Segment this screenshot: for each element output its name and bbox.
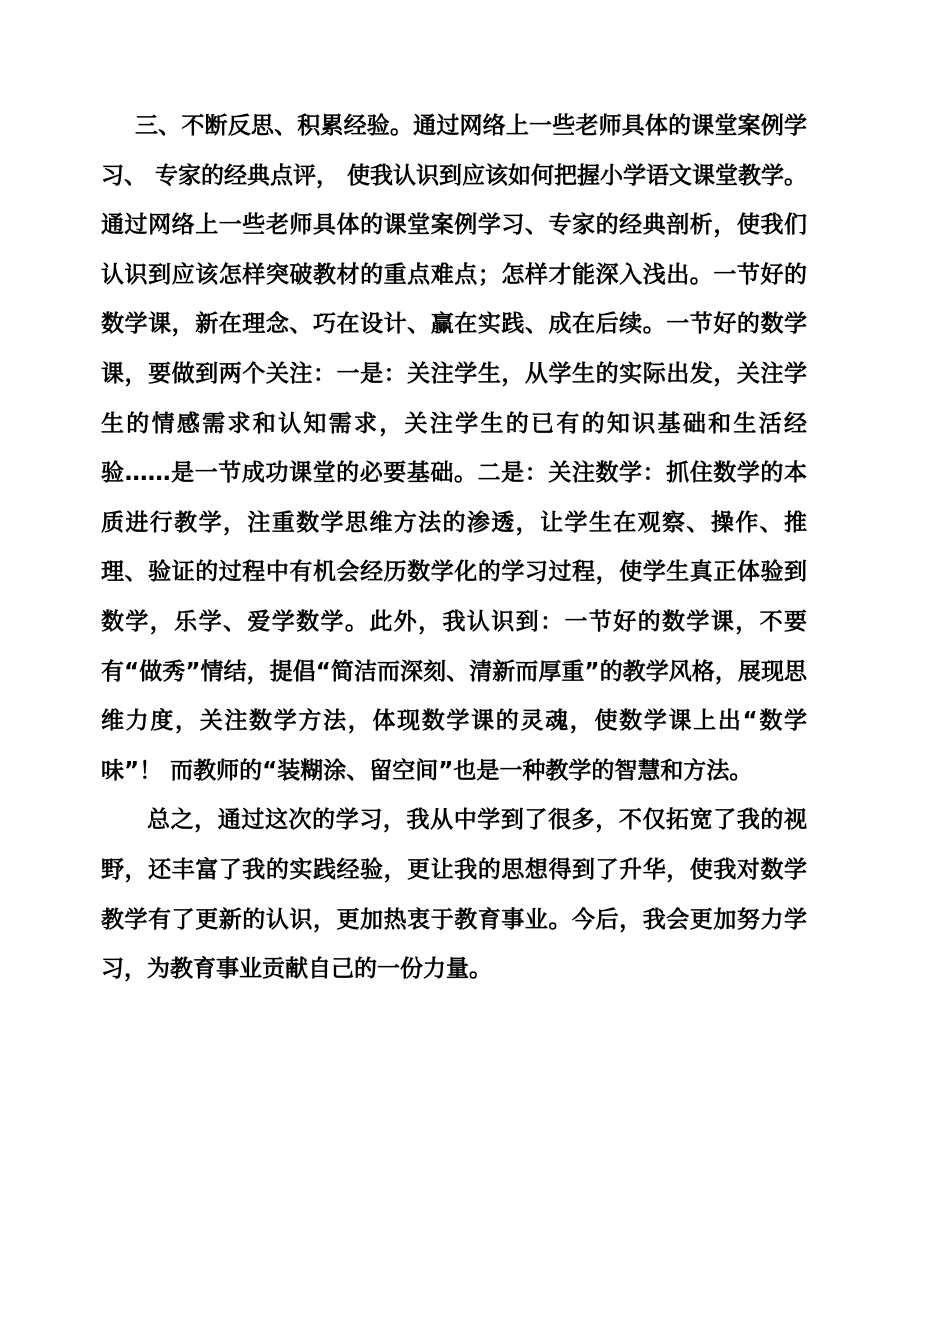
document-body	[101, 102, 807, 995]
paragraph-summary: 总之，通过这次的学习，我从中学到了很多，不仅拓宽了我的视野，还丰富了我的实践经验，更让我的思想得到了升华，使我对数学教学有了更新的认识，更加热衷于教育事业。今后，我会更加努力学习，为教育事业贡献自己的一份力量。	[101, 807, 807, 983]
paragraph-reflection: 三、不断反思、积累经验。通过网络上一些老师具体的课堂案例学习、 专家的经典点评， 使我认识到应该如何把握小学语文课堂教学。通过网络上一些老师具体的课堂案例学习、专家的经典剖析，使我们认识到应该怎样突破教材的重点难点；怎样才能深入浅出。一节好的数学课，新在理念、巧在设计、赢在实践、成在后续。一节好的数学课，要做到两个关注：一是：关注学生，从学生的实际出发，关注学生的情感需求和认知需求，关注学生的已有的知识基础和生活经验……是一节成功课堂的必要基础。二是：关注数学：抓住数学的本质进行教学，注重数学思维方法的渗透，让学生在观察、操作、推理、验证的过程中有机会经历数学化的学习过程，使学生真正体验到数学，乐学、爱学数学。此外，我认识到：一节好的数学课，不要有“做秀”情结，提倡“简洁而深刻、清新而厚重”的教学风格，展现思维力度，关注数学方法，体现数学课的灵魂，使数学课上出“数学味”！ 而教师的“装糊涂、留空间”也是一种教学的智慧和方法。	[101, 113, 808, 784]
